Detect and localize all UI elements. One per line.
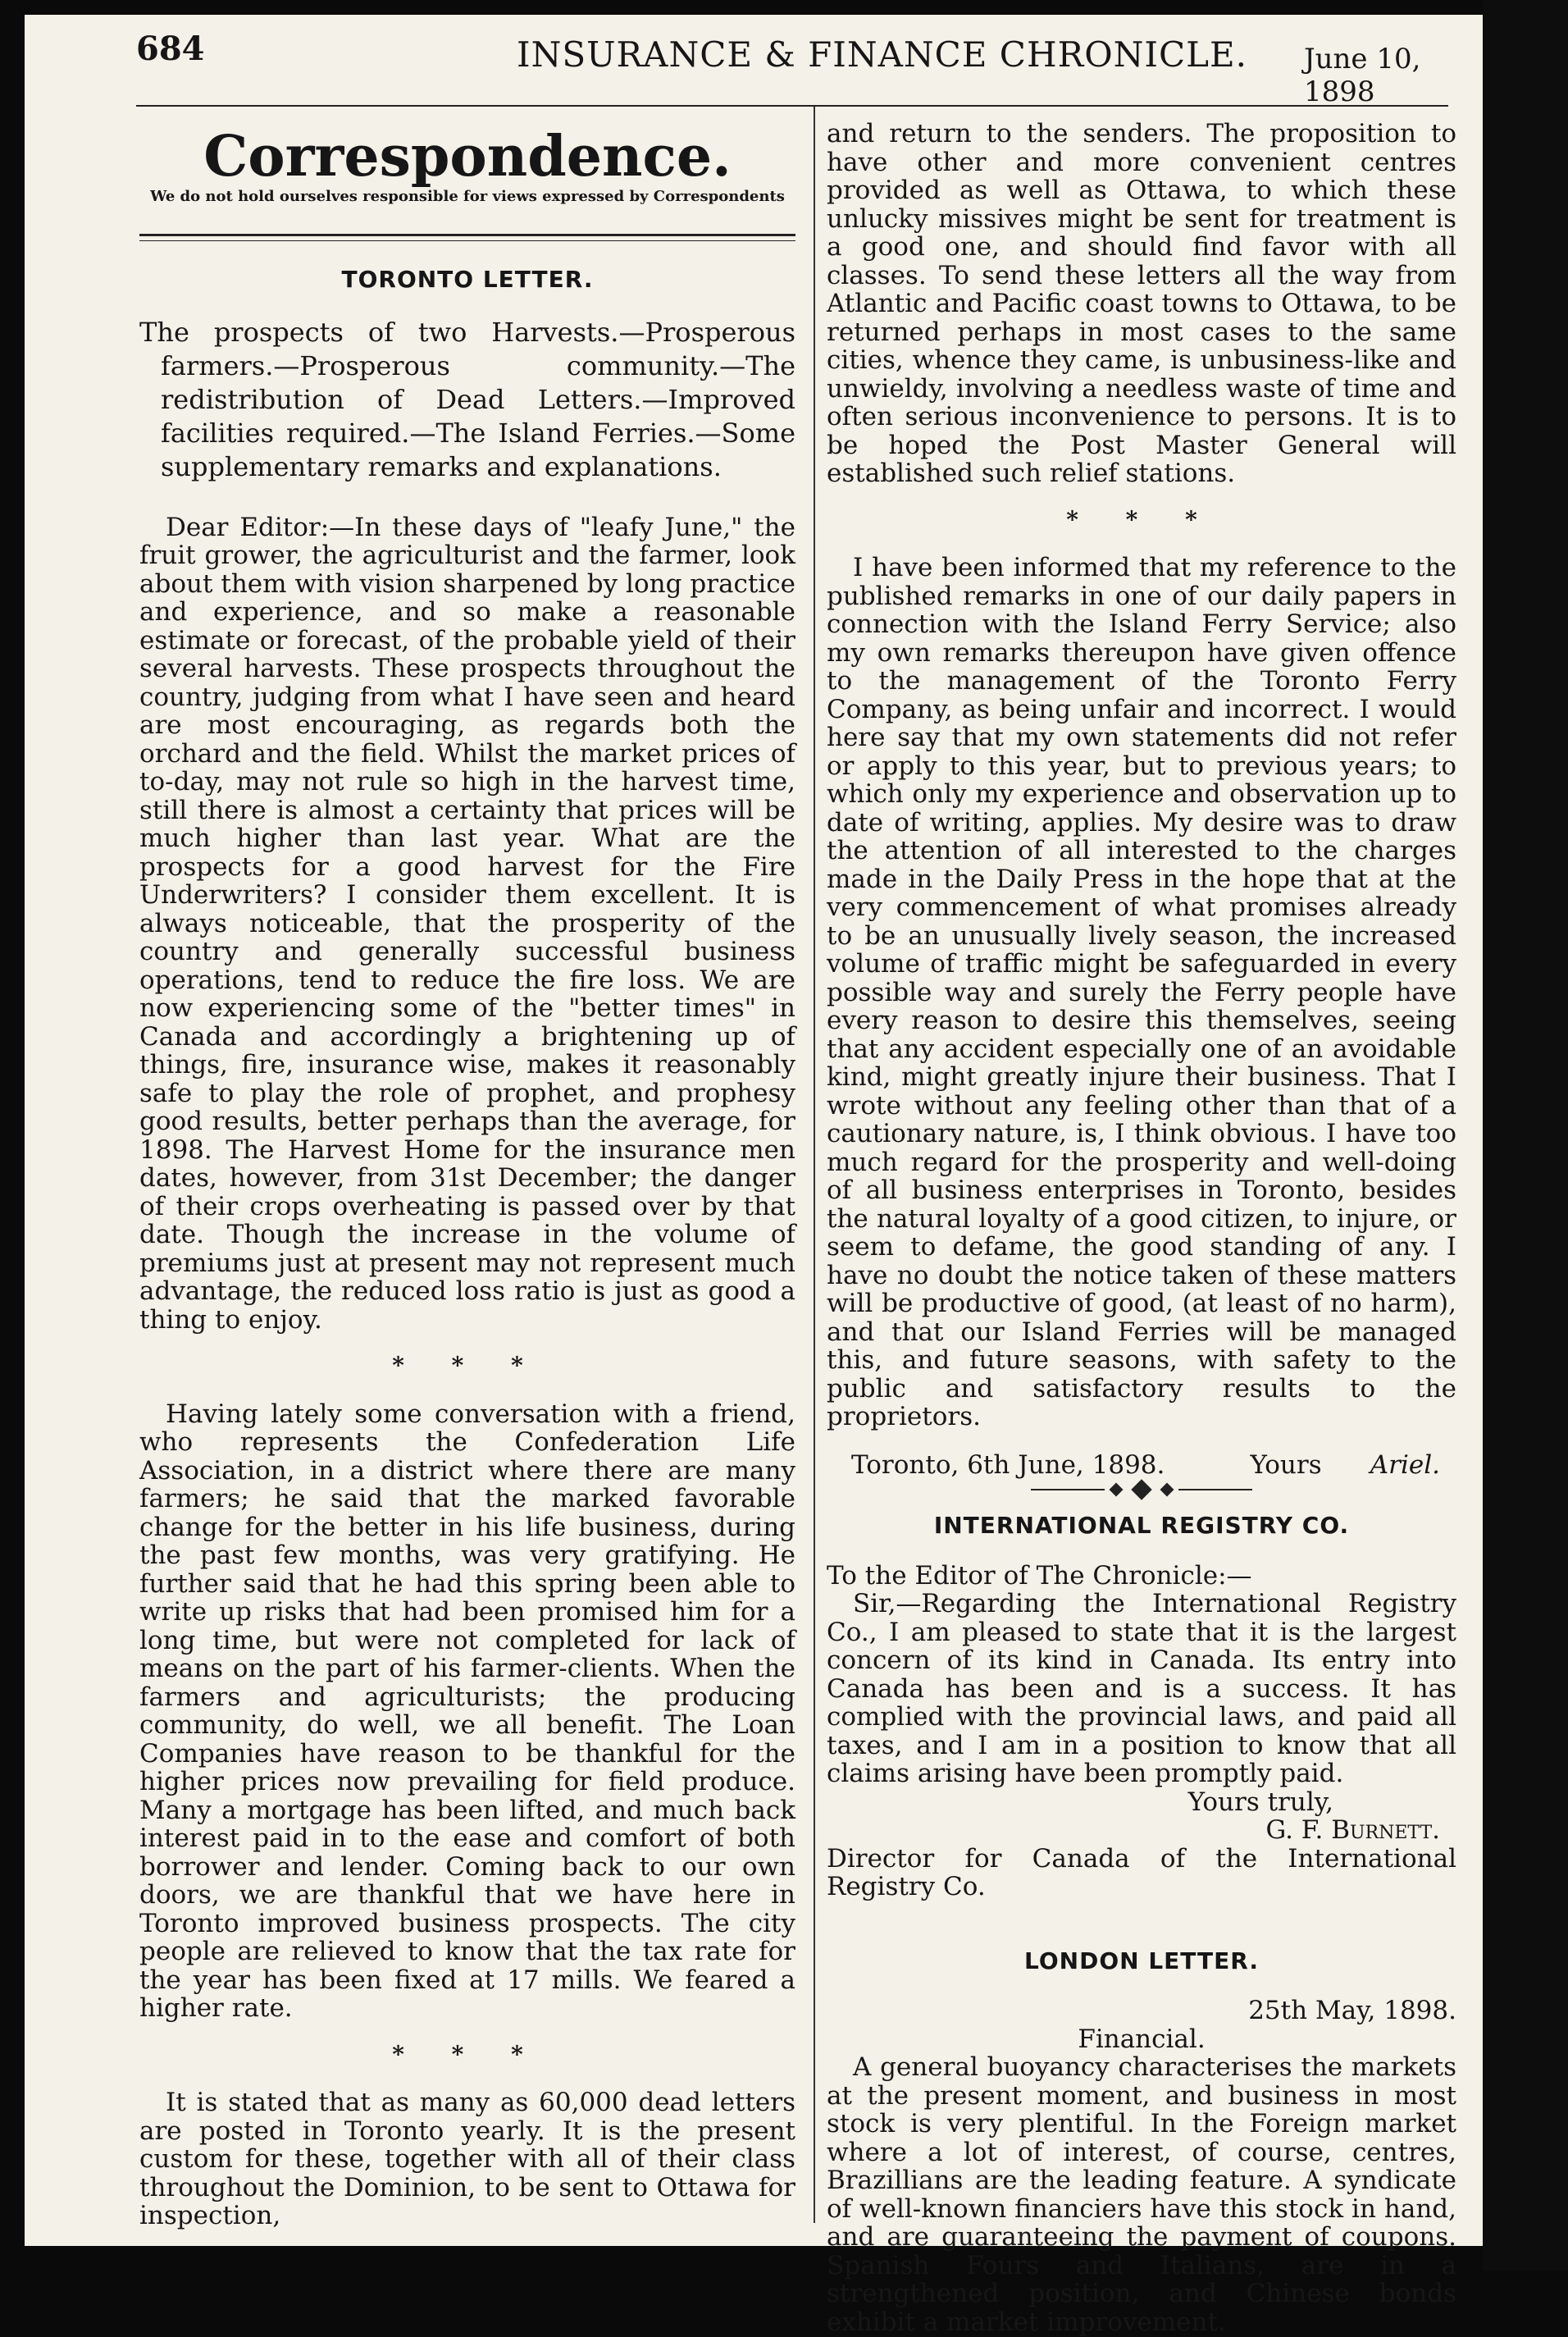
- disclaimer: We do not hold ourselves responsible for views expressed by Correspondents: [150, 187, 785, 205]
- column-divider: [814, 107, 815, 2223]
- header-rule: [136, 105, 1448, 107]
- registry-signatory-title: Director for Canada of the International Registry Co.: [827, 1843, 1456, 1901]
- toronto-letter-signoff: [827, 1451, 1456, 1480]
- ornament-bar-left: [1031, 1489, 1105, 1490]
- ornament-diamond: [1110, 1483, 1124, 1497]
- registry-salutation: To the Editor of The Chronicle:—: [827, 1560, 1252, 1591]
- registry-closing: Yours truly,: [1187, 1787, 1333, 1817]
- registry-signature: G. F. Burnett.: [1265, 1815, 1440, 1845]
- section-title: Correspondence.: [203, 124, 732, 189]
- place-date: Toronto, 6th June, 1898.: [851, 1449, 1165, 1480]
- london-letter-heading: LONDON LETTER.: [1024, 1947, 1259, 1974]
- london-letter-paragraph-1: A general buoyancy characterises the markets at the present moment, and business in most stock is very plentiful. In the Foreign market where a lot of interest, of course, centres, Brazillians are the leading feature. A syndicate of well-known financiers have this stock in hand, and are guaranteeing the payment of coupons. Spanish Fours and Italians, are in a strengthened position, and Chinese bonds exhibit a market improvement.: [827, 2052, 1456, 2337]
- page-number: 684: [136, 30, 205, 68]
- toronto-letter-paragraph-3-continued: and return to the senders. The proposition to have other and more convenient centres provided as well as Ottawa, to which these unlucky missives might be sent for treatment is a good one, and should find favor with all classes. To send these letters all the way from Atlantic and Pacific coast towns to Ottawa, to be returned perhaps in most cases to the same cities, whence they came, is unbusiness-like and unwieldy, involving a needless waste of time and often serious inconvenience to persons. It is to be hoped the Post Master General will established such relief stations.: [827, 119, 1456, 488]
- closing-signature: [1250, 1451, 1440, 1480]
- toronto-letter-paragraph-4: I have been informed that my reference to the published remarks in one of our daily papers in connection with the Island Ferry Service; also my own remarks thereupon have given offence to the management of the Toronto Ferry Company, as being unfair and incorrect. I would here say that my own statements did not refer or apply to this year, but to previous years; to which only my experience and observation up to date of writing, applies. My desire was to draw the attention of all interested to the charges made in the Daily Press in the hope that at the very commencement of what promises already to be an unusually lively season, the increased volume of traffic might be safeguarded in every possible way and surely the Ferry people have every reason to desire this themselves, seeing that any accident especially one of an avoidable kind, might greatly injure their business. That I wrote without any feeling other than that of a cautionary nature, is, I think obvious. I have too much regard for the prosperity and well-doing of all business enterprises in Toronto, besides the natural loyalty of a good citizen, to injure, or seem to defame, the good standing of any. I have no doubt the notice taken of these matters will be productive of good, (at least of no harm), and that our Island Ferries will be managed this, and future seasons, with safety to the public and satisfactory results to the proprietors.: [827, 553, 1456, 1431]
- double-rule: [139, 234, 795, 241]
- registry-body: Sir,—Regarding the International Registry Co., I am pleased to state that it is the largest concern of its kind in Canada. Its entry into Canada has been and is a success. It has complied with the provincial laws, and paid all taxes, and I am in a position to know that all claims arising have been promptly paid.: [827, 1589, 1456, 1788]
- toronto-letter-paragraph-2: Having lately some conversation with a friend, who represents the Confederation Life Association, in a district where there are many farmers; he said that the marked favorable change for the better in his life business, during the past few months, was very gratifying. He further said that he had this spring been able to write up risks that had been promised him for a long time, but were not completed for lack of means on the part of his farmer-clients. When the farmers and agriculturists; the producing community, do well, we all benefit. The Loan Companies have reason to be thankful for the higher prices now prevailing for field produce. Many a mortgage has been lifted, and much back interest paid in to the ease and comfort of both borrower and lender. Coming back to our own doors, we are thankful that we have here in Toronto improved business prospects. The city people are relieved to know that the tax rate for the year has been fixed at 17 mills. We feared a higher rate.: [139, 1399, 795, 2023]
- toronto-letter-paragraph-3: It is stated that as many as 60,000 dead letters are posted in Toronto yearly. It is the present custom for these, together with all of their class throughout the Dominion, to be sent to Ottawa for inspection,: [139, 2088, 795, 2230]
- left-column: [139, 120, 795, 2230]
- section-stars-3: * * *: [1066, 505, 1217, 533]
- ornament-bar-right: [1178, 1489, 1252, 1490]
- london-letter-date: 25th May, 1898.: [1248, 1996, 1456, 2025]
- scan-edge: [1483, 0, 1568, 2271]
- newspaper-page: [25, 15, 1483, 2337]
- toronto-letter-heading: TORONTO LETTER.: [341, 266, 594, 293]
- issue-date: June 10, 1898: [1304, 43, 1421, 108]
- signature: Ariel.: [1370, 1449, 1440, 1480]
- journal-title: INSURANCE & FINANCE CHRONICLE.: [517, 34, 1247, 75]
- ornament-divider: [827, 1482, 1456, 1497]
- right-column: [827, 120, 1456, 2336]
- section-stars-1: * * *: [392, 1352, 543, 1379]
- closing: Yours: [1250, 1449, 1322, 1480]
- running-head: [25, 15, 1483, 108]
- ornament-diamond: [1160, 1483, 1174, 1497]
- toronto-letter-paragraph-1: Dear Editor:—In these days of "leafy June," the fruit grower, the agriculturist and the farmer, look about them with vision sharpened by long practice and experience, and so make a reasonable estimate or forecast, of the probable yield of their several harvests. These prospects throughout the country, judging from what I have seen and heard are most encouraging, as regards both the orchard and the field. Whilst the market prices of to-day, may not rule so high in the harvest time, still there is almost a certainty that prices will be much higher than last year. What are the prospects for a good harvest for the Fire Underwriters? I consider them excellent. It is always noticeable, that the prosperity of the country and generally successful business operations, tend to reduce the fire loss. We are now experiencing some of the "better times" in Canada and accordingly a brightening up of things, fire, insurance wise, makes it reasonably safe to play the role of prophet, and prophesy good results, better perhaps than the average, for 1898. The Harvest Home for the insurance men dates, however, from 31st December; the danger of their crops overheating is passed over by that date. Though the increase in the volume of premiums just at present may not represent much advantage, the reduced loss ratio is just as good a thing to enjoy.: [139, 512, 795, 1335]
- section-stars-2: * * *: [392, 2040, 543, 2068]
- toronto-letter-synopsis: The prospects of two Harvests.—Prosperous farmers.—Prosperous community.—The redistribution of Dead Letters.—Improved facilities required.—The Island Ferries.—Some supplementary remarks and explanations.: [139, 316, 795, 482]
- ornament-diamond-center: [1131, 1479, 1151, 1499]
- international-registry-heading: INTERNATIONAL REGISTRY CO.: [933, 1512, 1350, 1539]
- london-letter-subheading: Financial.: [1078, 2024, 1206, 2054]
